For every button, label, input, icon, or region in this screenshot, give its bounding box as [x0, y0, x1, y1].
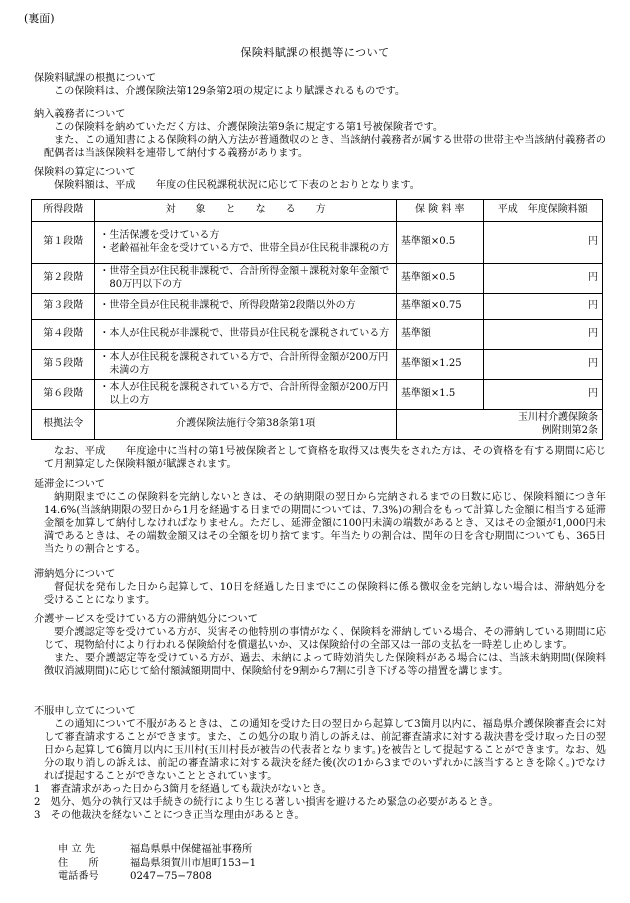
target-item: ・世帯全員が住民税非課税で、合計所得金額＋課税対象年金額で80万円以下の方: [99, 266, 390, 290]
calc-text: 保険料額は、平成 年度の住民税課税状況に応じて下表のとおりとなります。: [54, 180, 420, 191]
rate-cell: 基準額×1.25: [396, 350, 483, 380]
law-row: [32, 410, 603, 440]
target-item: ・本人が住民税を課税されている方で、合計所得金額が200万円以上の方: [99, 382, 389, 406]
target-item: ・世帯全員が住民税非課税で、所得段階第2段階以外の方: [99, 300, 356, 312]
stage-cell: 第２段階: [32, 264, 95, 294]
rate-cell: 基準額×0.75: [396, 294, 483, 320]
rate-cell: 基準額×1.5: [396, 380, 483, 410]
rate-cell: 基準額×0.5: [396, 222, 483, 264]
contact-block: [58, 843, 256, 884]
tel-label: 電話番号: [58, 871, 99, 882]
header-amount: 平成 年度保険料額: [483, 200, 602, 222]
target-item: ・本人が住民税が非課税で、世帯員が住民税を課税されている方: [99, 328, 390, 340]
office-value: 福島県県中保健福祉事務所: [130, 844, 253, 855]
amount-cell: 円: [483, 380, 602, 410]
obligor-heading: 納入義務者について: [34, 109, 126, 120]
office-label: 申 立 先: [58, 844, 96, 855]
section-delay: [34, 478, 606, 556]
page-title: 保険料賦課の根拠等について: [240, 46, 390, 59]
delay-heading: 延滞金について: [34, 479, 106, 490]
amount-cell: 円: [483, 350, 602, 380]
stage-cell: 第５段階: [32, 350, 95, 380]
rate-cell: 基準額: [396, 320, 483, 350]
appeal-text: この通知について不服があるときは、この通知を受けた日の翌日から起算して3箇月以内に、福島県介護保険審査会に対して審査請求することができます。また、この処分の取り消しの訴えは、前記審査請求に対する裁決書を受け取った日の翌日から起算して6箇月以内に玉川村(玉川村長が被告の代表者となります。)を被告として提起することができます。なお、処分の取り消しの訴えは、前記の審査請求に対する裁決を経た後(次の1から3までのいずれかに該当するときを除く。)でなければ提起することができないこととされています。: [44, 719, 606, 782]
stage-cell: 第１段階: [32, 222, 95, 264]
law-ordinance: 玉川村介護保険条例附則第2条: [396, 410, 602, 440]
appeal-list: [34, 783, 606, 822]
section-obligor: [34, 108, 606, 160]
amount-cell: 円: [483, 222, 602, 264]
rate-cell: 基準額×0.5: [396, 264, 483, 294]
arrears-text: 督促状を発布した日から起算して、10日を経過した日までにこの保険料に係る徴収金を完納しない場合は、滞納処分を受けることになります。: [44, 582, 606, 606]
law-basis: 介護保険法施行令第38条第1項: [95, 410, 397, 440]
address-label: 住 所: [58, 857, 99, 869]
appeal-heading: 不服申し立てについて: [34, 706, 136, 717]
header-target: 対 象 と な る 方: [95, 200, 397, 222]
service-text1: 要介護認定等を受けている方が、災害その他特別の事情がなく、保険料を滞納している場合、その滞納している期間に応じて、現物給付により行われる保険給付を償還払いか、又は保険給付の全部又は一部の支払を一時差し止めします。: [44, 627, 606, 651]
table-row: [32, 264, 603, 294]
stage-cell: 第３段階: [32, 294, 95, 320]
header-stage: 所得段階: [32, 200, 95, 222]
section-appeal: [34, 705, 606, 822]
table-row: [32, 320, 603, 350]
premium-table: [31, 199, 603, 440]
law-label: 根拠法令: [32, 410, 95, 440]
table-header-row: [32, 200, 603, 222]
table-row: [32, 380, 603, 410]
obligor-text2: また、この通知書による保険料の納入方法が普通徴収のとき、当該納付義務者が属する世帯の世帯主や当該納付義務者の配偶者は当該保険料を連帯して納付する義務があります。: [44, 135, 606, 159]
list-item: 3 その他裁決を経ないことにつき正当な理由があるとき。: [34, 810, 305, 821]
amount-cell: 円: [483, 320, 602, 350]
calc-heading: 保険料の算定について: [34, 167, 136, 178]
stage-cell: 第４段階: [32, 320, 95, 350]
header-rate: 保 険 料 率: [396, 200, 483, 222]
obligor-text1: この保険料を納めていただく方は、介護保険法第9条に規定する第1号被保険者です。: [54, 122, 444, 133]
service-text2: また、要介護認定等を受けている方が、過去、未納によって時効消失した保険料がある場合には、当該未納期間(保険料徴収消滅期間)に応じて給付額減額期間中、保険給付を9割から7割に引き下げる等の措置を講じます。: [44, 653, 606, 677]
section-midyear: [34, 445, 606, 471]
side-label: (裏面): [24, 12, 55, 25]
midyear-text: なお、平成 年度途中に当村の第1号被保険者として資格を取得又は喪失をされた方は、その資格を有する期間に応じて月割算定した保険料額が賦課されます。: [44, 446, 606, 470]
target-item: ・生活保護を受けている方: [99, 230, 220, 241]
section-basis: [34, 72, 606, 98]
table-row: [32, 294, 603, 320]
basis-heading: 保険料賦課の根拠について: [34, 73, 157, 84]
section-calc: [34, 166, 606, 192]
amount-cell: 円: [483, 264, 602, 294]
stage-cell: 第６段階: [32, 380, 95, 410]
table-row: [32, 222, 603, 264]
tel-value: 0247−75−7808: [130, 871, 212, 882]
list-item: 2 処分、処分の執行又は手続きの続行により生じる著しい損害を避けるため緊急の必要があるとき。: [34, 797, 499, 808]
target-item: ・本人が住民税を課税されている方で、合計所得金額が200万円未満の方: [99, 352, 389, 376]
address-value: 福島県須賀川市旭町153−1: [130, 857, 257, 869]
section-service: [34, 613, 606, 678]
arrears-heading: 滞納処分について: [34, 569, 116, 580]
section-arrears: [34, 568, 606, 607]
target-item: ・老齢福祉年金を受けている方で、世帯全員が住民税非課税の方: [99, 242, 390, 254]
list-item: 1 審査請求があった日から3箇月を経過しても裁決がないとき。: [34, 784, 332, 795]
service-heading: 介護サービスを受けている方の滞納処分について: [34, 614, 258, 625]
delay-text: 納期限までにこの保険料を完納しないときは、その納期限の翌日から完納されるまでの日数に応じ、保険料額につき年14.6%(当該納期限の翌日から1月を経過する日までの期間については、7.3%)の割合をもって計算した金額に相当する延滞金額を加算して納付しなければなりません。ただし、延滞金額に100円未満の端数があるとき、又はその金額が1,000円未満であるときは、その端数金額又はその全額を切り捨てます。年当たりの割合は、閏年の日を含む期間についても、365日当たりの割合とする。: [44, 492, 606, 555]
amount-cell: 円: [483, 294, 602, 320]
table-row: [32, 350, 603, 380]
basis-text: この保険料は、介護保険法第129条第2項の規定により賦課されるものです。: [54, 86, 406, 97]
